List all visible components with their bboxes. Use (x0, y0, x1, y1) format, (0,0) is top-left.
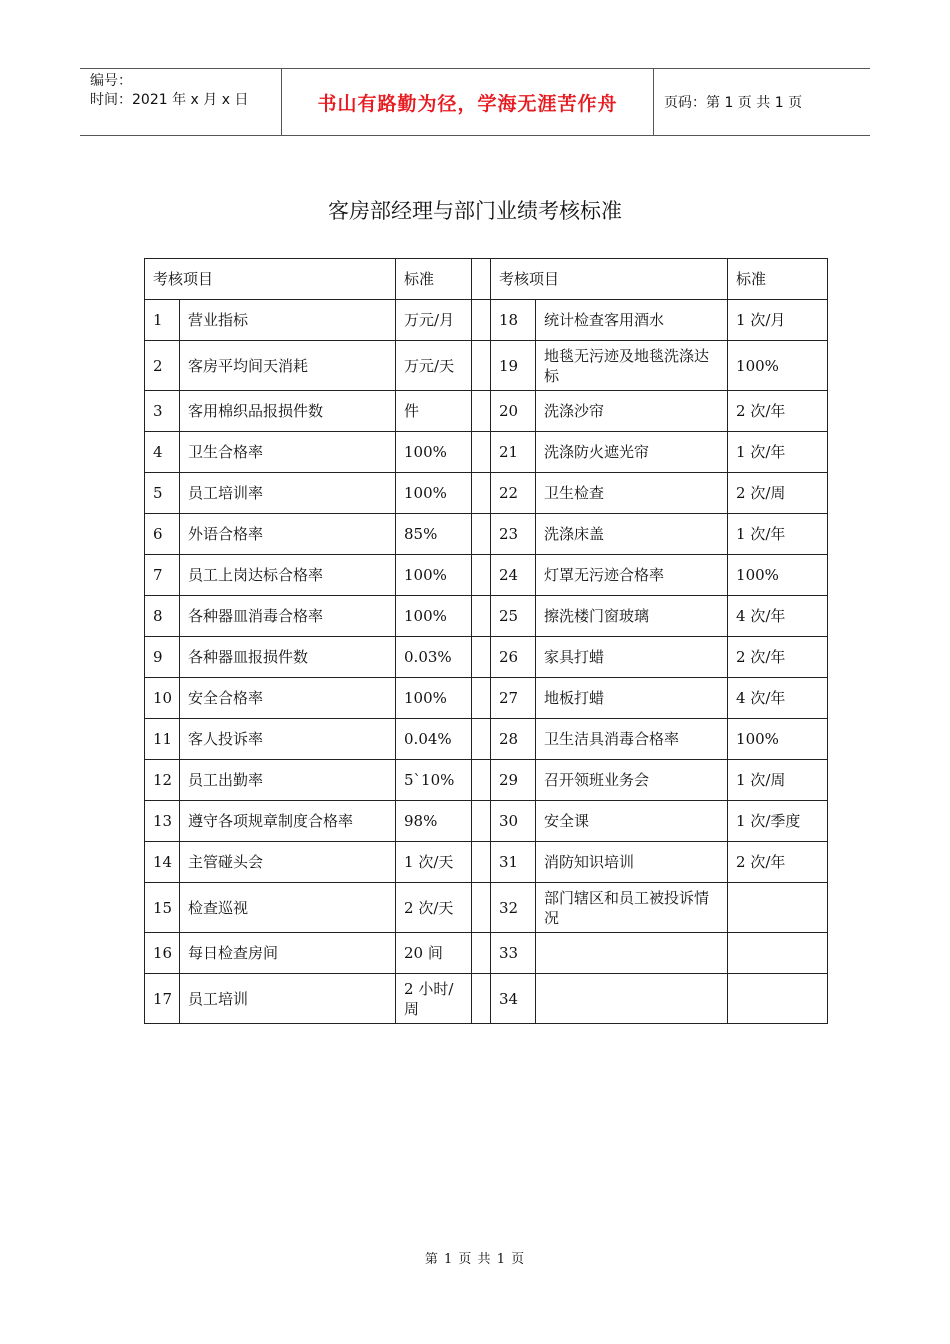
right-number: 24 (491, 555, 536, 596)
right-item: 安全课 (536, 801, 728, 842)
column-gap (472, 514, 491, 555)
table-row (145, 678, 828, 719)
right-standard: 4 次/年 (728, 678, 828, 719)
left-number: 12 (145, 760, 180, 801)
left-standard: 100% (396, 432, 472, 473)
column-gap (472, 933, 491, 974)
right-item (536, 974, 728, 1024)
left-standard: 100% (396, 473, 472, 514)
left-standard: 100% (396, 596, 472, 637)
table-row (145, 842, 828, 883)
number-label: 编号： (90, 73, 132, 89)
table-row (145, 801, 828, 842)
right-standard: 2 次/年 (728, 842, 828, 883)
header-page-info: 页码：第 1 页 共 1 页 (664, 95, 803, 111)
right-number: 23 (491, 514, 536, 555)
right-item: 地板打蜡 (536, 678, 728, 719)
right-item: 家具打蜡 (536, 637, 728, 678)
right-number: 22 (491, 473, 536, 514)
column-gap (472, 555, 491, 596)
right-standard: 1 次/年 (728, 514, 828, 555)
left-number: 9 (145, 637, 180, 678)
left-standard: 98% (396, 801, 472, 842)
left-standard: 85% (396, 514, 472, 555)
left-standard: 20 间 (396, 933, 472, 974)
right-standard: 2 次/年 (728, 637, 828, 678)
right-number: 28 (491, 719, 536, 760)
left-item: 营业指标 (180, 300, 396, 341)
column-gap (472, 596, 491, 637)
left-item: 员工出勤率 (180, 760, 396, 801)
right-item: 部门辖区和员工被投诉情况 (536, 883, 728, 933)
page-footer: 第 1 页 共 1 页 (424, 1252, 526, 1267)
right-number: 19 (491, 341, 536, 391)
table-row (145, 473, 828, 514)
left-number: 13 (145, 801, 180, 842)
left-number: 3 (145, 391, 180, 432)
left-number: 15 (145, 883, 180, 933)
left-number: 10 (145, 678, 180, 719)
left-item: 检查巡视 (180, 883, 396, 933)
table-row (145, 760, 828, 801)
right-item: 洗涤防火遮光帘 (536, 432, 728, 473)
right-number: 21 (491, 432, 536, 473)
right-standard: 4 次/年 (728, 596, 828, 637)
column-gap (472, 678, 491, 719)
right-item: 召开领班业务会 (536, 760, 728, 801)
table-row (145, 596, 828, 637)
right-number: 33 (491, 933, 536, 974)
column-gap (472, 883, 491, 933)
right-standard: 1 次/年 (728, 432, 828, 473)
table-row (145, 719, 828, 760)
header-standard-left: 标准 (396, 259, 472, 300)
column-gap (472, 974, 491, 1024)
left-item: 各种器皿消毒合格率 (180, 596, 396, 637)
left-item: 各种器皿报损件数 (180, 637, 396, 678)
column-gap (472, 341, 491, 391)
left-standard: 1 次/天 (396, 842, 472, 883)
left-number: 17 (145, 974, 180, 1024)
left-standard: 100% (396, 555, 472, 596)
right-item: 洗涤床盖 (536, 514, 728, 555)
right-number: 27 (491, 678, 536, 719)
header-motto: 书山有路勤为径，学海无涯苦作舟 (282, 69, 654, 135)
right-number: 31 (491, 842, 536, 883)
table-row (145, 514, 828, 555)
table-row (145, 974, 828, 1024)
left-item: 安全合格率 (180, 678, 396, 719)
header-item-left: 考核项目 (145, 259, 396, 300)
right-standard (728, 933, 828, 974)
left-standard: 万元/月 (396, 300, 472, 341)
left-standard: 100% (396, 678, 472, 719)
table-row (145, 933, 828, 974)
right-number: 34 (491, 974, 536, 1024)
left-number: 4 (145, 432, 180, 473)
right-number: 18 (491, 300, 536, 341)
left-number: 16 (145, 933, 180, 974)
left-number: 14 (145, 842, 180, 883)
assessment-table (144, 258, 828, 1024)
right-number: 32 (491, 883, 536, 933)
left-standard: 0.03% (396, 637, 472, 678)
left-item: 每日检查房间 (180, 933, 396, 974)
left-item: 卫生合格率 (180, 432, 396, 473)
right-number: 29 (491, 760, 536, 801)
date-label: 时间：2021 年 x 月 x 日 (90, 92, 249, 108)
left-item: 员工培训 (180, 974, 396, 1024)
right-standard: 2 次/周 (728, 473, 828, 514)
right-number: 26 (491, 637, 536, 678)
left-number: 8 (145, 596, 180, 637)
table-row (145, 555, 828, 596)
table-row (145, 883, 828, 933)
table-header-row (145, 259, 828, 300)
left-item: 外语合格率 (180, 514, 396, 555)
column-gap (472, 259, 491, 300)
left-item: 客用棉织品报损件数 (180, 391, 396, 432)
left-standard: 2 次/天 (396, 883, 472, 933)
table-row (145, 432, 828, 473)
column-gap (472, 760, 491, 801)
left-item: 遵守各项规章制度合格率 (180, 801, 396, 842)
page-title: 客房部经理与部门业绩考核标准 (328, 199, 622, 223)
right-item (536, 933, 728, 974)
right-standard: 1 次/季度 (728, 801, 828, 842)
column-gap (472, 432, 491, 473)
left-number: 7 (145, 555, 180, 596)
header-standard-right: 标准 (728, 259, 828, 300)
column-gap (472, 300, 491, 341)
right-number: 20 (491, 391, 536, 432)
table-row (145, 391, 828, 432)
column-gap (472, 473, 491, 514)
right-standard: 100% (728, 555, 828, 596)
left-standard: 5`10% (396, 760, 472, 801)
right-standard (728, 883, 828, 933)
table-row (145, 637, 828, 678)
right-standard: 1 次/月 (728, 300, 828, 341)
right-item: 洗涤沙帘 (536, 391, 728, 432)
document-header (80, 68, 870, 136)
right-item: 擦洗楼门窗玻璃 (536, 596, 728, 637)
table-row (145, 300, 828, 341)
column-gap (472, 391, 491, 432)
right-standard: 100% (728, 341, 828, 391)
right-standard: 100% (728, 719, 828, 760)
left-standard: 万元/天 (396, 341, 472, 391)
right-standard: 2 次/年 (728, 391, 828, 432)
left-number: 2 (145, 341, 180, 391)
right-item: 卫生检查 (536, 473, 728, 514)
header-meta (80, 69, 282, 135)
column-gap (472, 801, 491, 842)
right-number: 25 (491, 596, 536, 637)
left-standard: 件 (396, 391, 472, 432)
right-number: 30 (491, 801, 536, 842)
left-item: 客房平均间天消耗 (180, 341, 396, 391)
left-item: 客人投诉率 (180, 719, 396, 760)
left-item: 主管碰头会 (180, 842, 396, 883)
right-item: 地毯无污迹及地毯洗涤达标 (536, 341, 728, 391)
column-gap (472, 637, 491, 678)
right-item: 卫生洁具消毒合格率 (536, 719, 728, 760)
column-gap (472, 842, 491, 883)
table-row (145, 341, 828, 391)
left-number: 11 (145, 719, 180, 760)
left-standard: 2 小时/周 (396, 974, 472, 1024)
left-item: 员工上岗达标合格率 (180, 555, 396, 596)
right-item: 统计检查客用酒水 (536, 300, 728, 341)
column-gap (472, 719, 491, 760)
right-standard: 1 次/周 (728, 760, 828, 801)
right-item: 消防知识培训 (536, 842, 728, 883)
left-number: 6 (145, 514, 180, 555)
left-number: 1 (145, 300, 180, 341)
header-item-right: 考核项目 (491, 259, 728, 300)
right-item: 灯罩无污迹合格率 (536, 555, 728, 596)
right-standard (728, 974, 828, 1024)
left-number: 5 (145, 473, 180, 514)
left-standard: 0.04% (396, 719, 472, 760)
left-item: 员工培训率 (180, 473, 396, 514)
